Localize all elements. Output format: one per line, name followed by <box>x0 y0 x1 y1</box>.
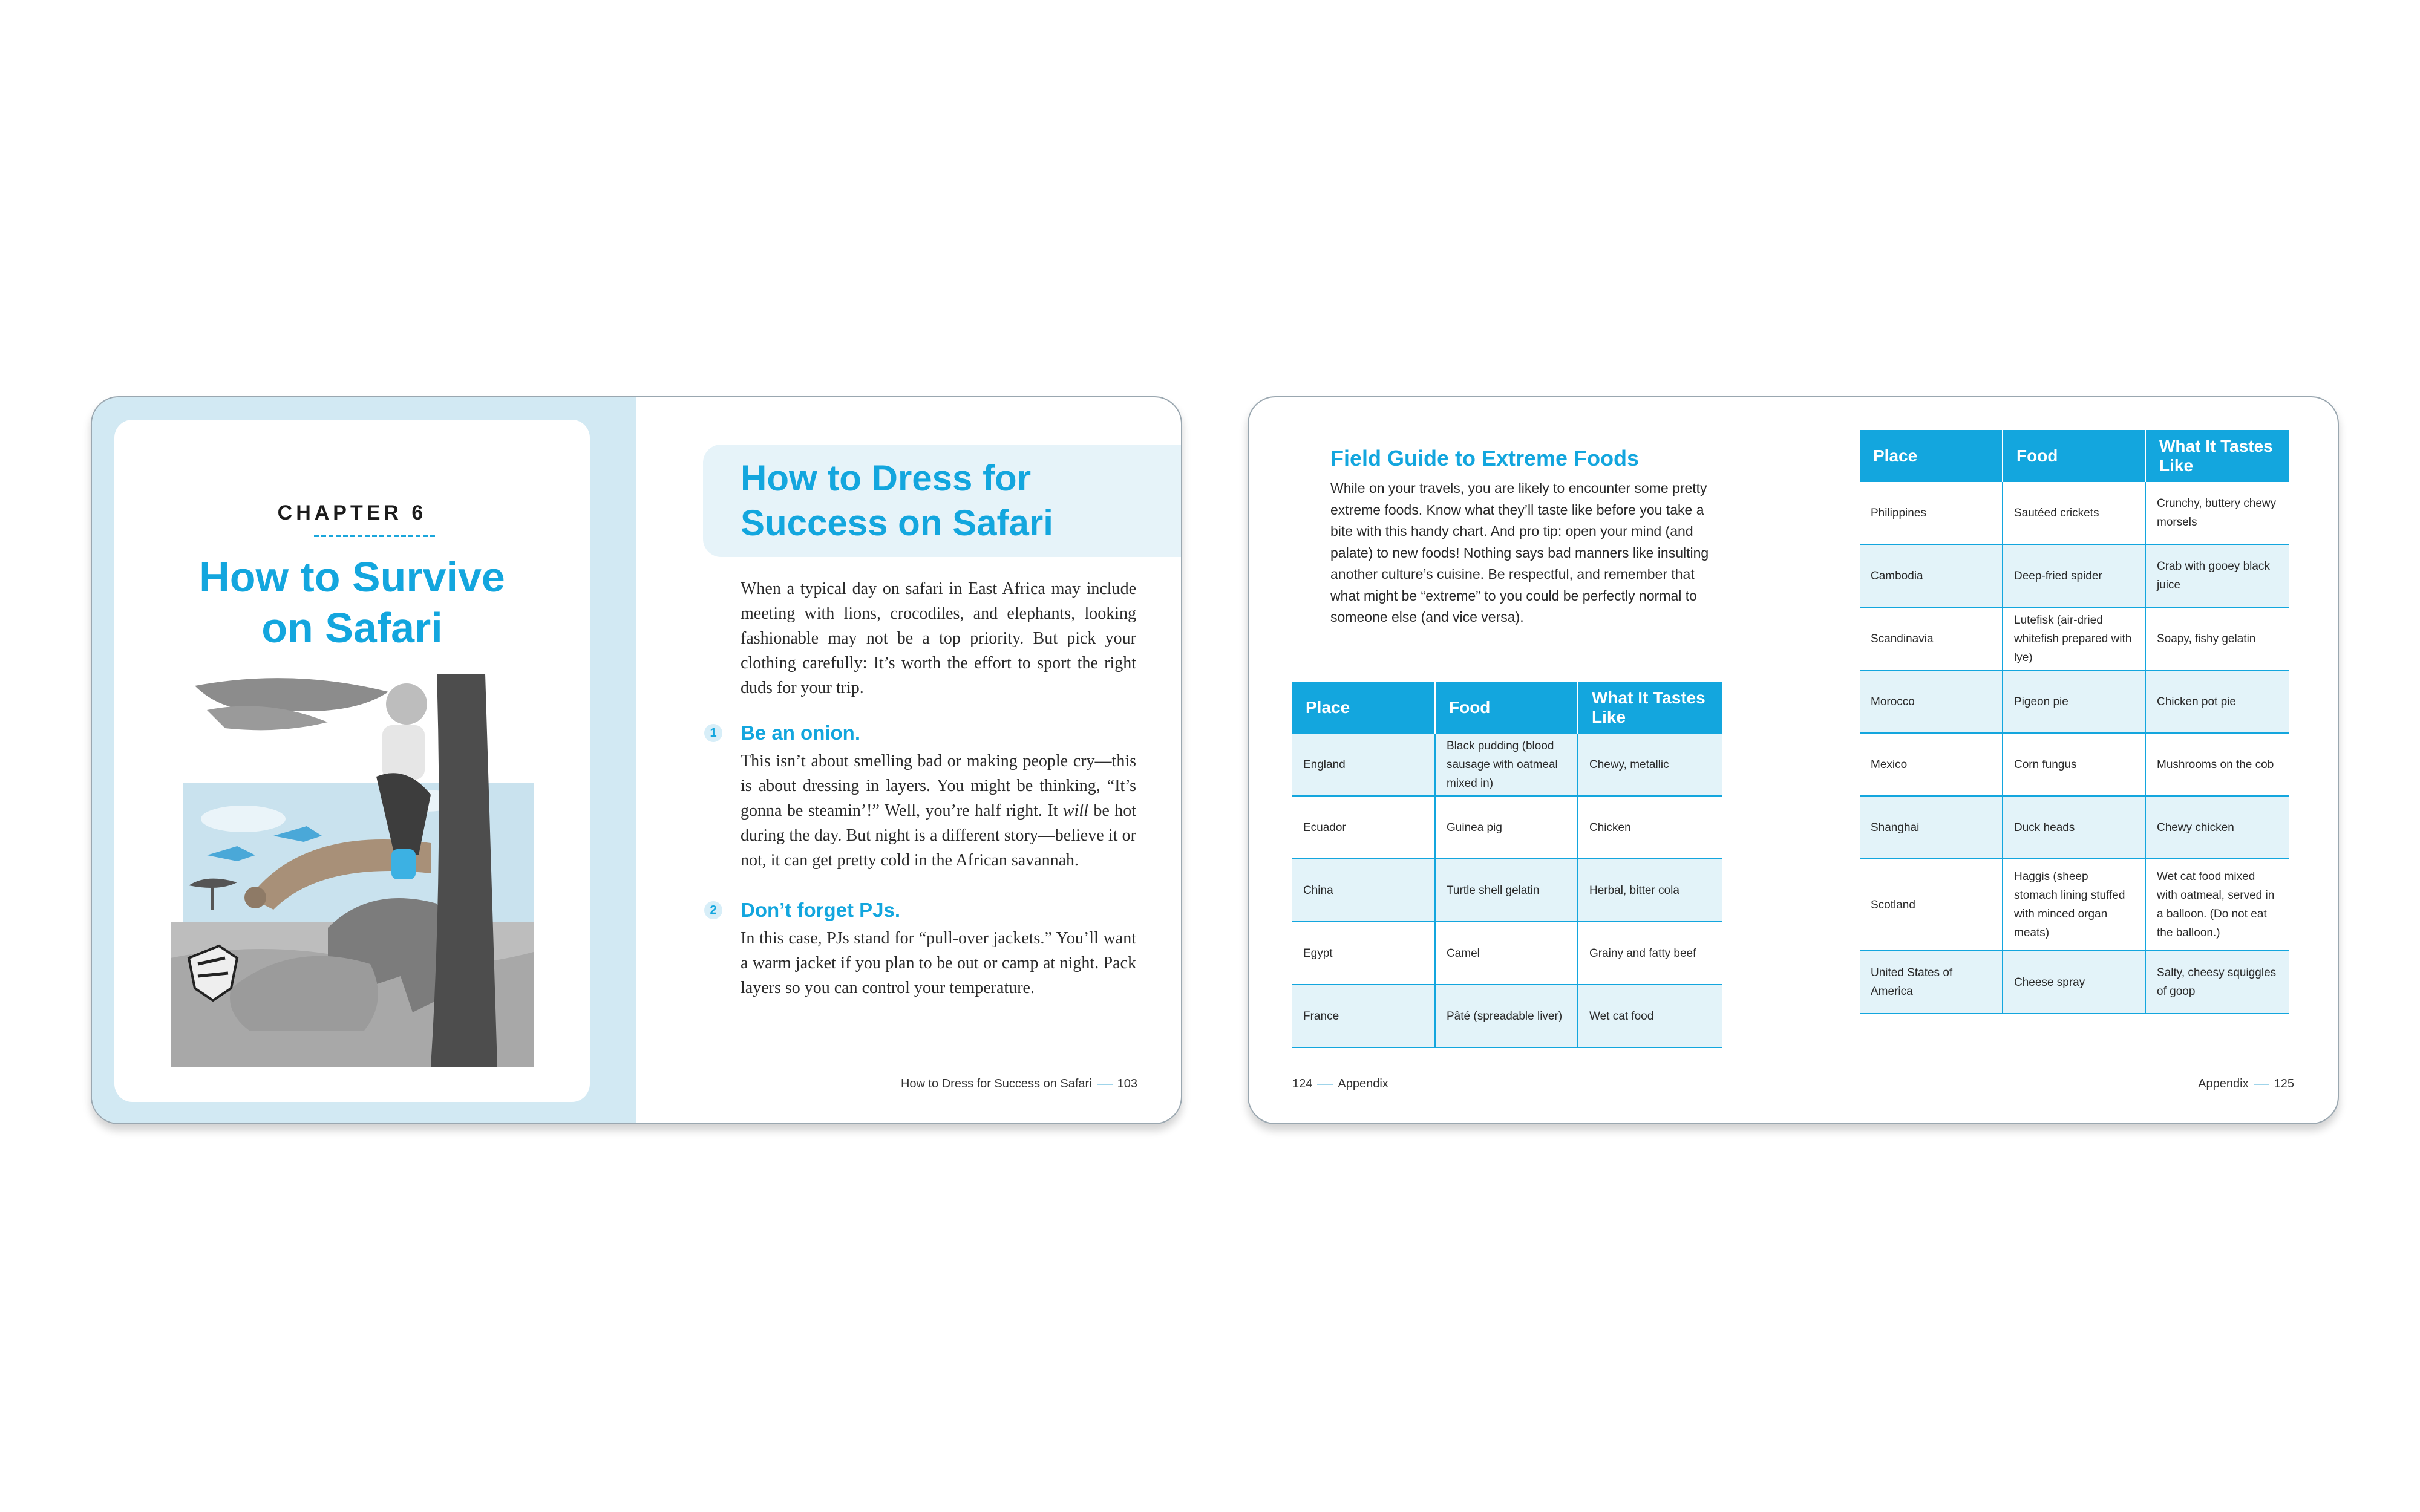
tip-body-text: This isn’t about smelling bad or making people cry—this is about dressing in layers. You might be thinking, “It’s gonna be steamin’!” Well, you’re half right. It <box>741 752 1136 820</box>
food-cell: Haggis (sheep stomach lining stuffed with minced organ meats) <box>2003 859 2145 951</box>
place-cell: France <box>1292 985 1435 1048</box>
right-book-spread <box>1248 396 2339 1124</box>
article-title <box>741 456 1176 546</box>
tip-body <box>741 749 1136 873</box>
place-cell: United States of America <box>1860 951 2003 1014</box>
tip-number-badge: 2 <box>704 901 722 919</box>
food-cell: Deep-fried spider <box>2003 544 2145 607</box>
food-cell: Black pudding (blood sausage with oatmeal mixed in) <box>1435 734 1578 796</box>
food-cell: Guinea pig <box>1435 796 1578 859</box>
article-title-line1: How to Dress for <box>741 458 1032 498</box>
left-book-spread <box>91 396 1182 1124</box>
food-cell: Pigeon pie <box>2003 670 2145 733</box>
taste-cell: Crunchy, buttery chewy morsels <box>2145 482 2289 544</box>
place-cell: China <box>1292 859 1435 922</box>
food-cell: Corn fungus <box>2003 733 2145 796</box>
column-header: Food <box>1435 682 1578 734</box>
food-cell: Sautéed crickets <box>2003 482 2145 544</box>
field-guide-title: Field Guide to Extreme Foods <box>1330 446 1640 471</box>
tip-title: Be an onion. <box>741 722 860 744</box>
page-folio <box>1292 1077 1388 1091</box>
food-cell: Lutefisk (air-dried whitefish prepared with lye) <box>2003 607 2145 670</box>
taste-cell: Chewy chicken <box>2145 796 2289 859</box>
table-row <box>1292 796 1722 859</box>
table-row <box>1860 670 2289 733</box>
food-cell: Cheese spray <box>2003 951 2145 1014</box>
food-cell: Duck heads <box>2003 796 2145 859</box>
table-row <box>1292 859 1722 922</box>
place-cell: Cambodia <box>1860 544 2003 607</box>
taste-cell: Wet cat food <box>1578 985 1722 1048</box>
taste-cell: Chicken <box>1578 796 1722 859</box>
column-header: What It Tastes Like <box>1578 682 1722 734</box>
taste-cell: Salty, cheesy squiggles of goop <box>2145 951 2289 1014</box>
folio-separator <box>1317 1084 1333 1085</box>
folio-running-head: Appendix <box>1338 1077 1388 1090</box>
tip-number-badge: 1 <box>704 724 722 742</box>
place-cell: Ecuador <box>1292 796 1435 859</box>
column-header: Food <box>2003 430 2145 482</box>
table-row <box>1860 796 2289 859</box>
taste-cell: Crab with gooey black juice <box>2145 544 2289 607</box>
cloud-shape <box>201 806 286 832</box>
extreme-foods-table <box>1292 682 1722 1048</box>
extreme-foods-table-continued <box>1860 430 2289 1014</box>
place-cell: Mexico <box>1860 733 2003 796</box>
column-header: Place <box>1292 682 1435 734</box>
table-row <box>1860 544 2289 607</box>
table-row <box>1860 733 2289 796</box>
column-header: What It Tastes Like <box>2145 430 2289 482</box>
kid-shape <box>386 683 427 725</box>
table-row <box>1860 607 2289 670</box>
chapter-title-line2: on Safari <box>261 604 443 651</box>
food-cell: Pâté (spreadable liver) <box>1435 985 1578 1048</box>
chapter-title-line1: How to Survive <box>199 553 505 601</box>
table-row <box>1860 859 2289 951</box>
page-number: 124 <box>1292 1077 1313 1090</box>
table-header-row <box>1860 430 2289 482</box>
place-cell: England <box>1292 734 1435 796</box>
chapter-divider <box>314 535 435 537</box>
taste-cell: Mushrooms on the cob <box>2145 733 2289 796</box>
taste-cell: Chewy, metallic <box>1578 734 1722 796</box>
chapter-card <box>114 420 590 1102</box>
chapter-title <box>114 552 590 653</box>
table-row <box>1860 951 2289 1014</box>
place-cell: Scotland <box>1860 859 2003 951</box>
chapter-opener-panel <box>92 397 636 1123</box>
table-row <box>1292 922 1722 985</box>
page-number: 103 <box>1117 1077 1137 1090</box>
table-row <box>1860 482 2289 544</box>
taste-cell: Herbal, bitter cola <box>1578 859 1722 922</box>
place-cell: Shanghai <box>1860 796 2003 859</box>
column-header: Place <box>1860 430 2003 482</box>
place-cell: Scandinavia <box>1860 607 2003 670</box>
chapter-label: CHAPTER 6 <box>277 501 427 524</box>
tip-body-text: be hot during the day. But night is a different story—believe it or not, it can get pretty cold in the African savannah. <box>741 801 1136 870</box>
taste-cell: Wet cat food mixed with oatmeal, served in a balloon. (Do not eat the balloon.) <box>2145 859 2289 951</box>
folio-running-head: Appendix <box>2198 1077 2249 1090</box>
tip-title: Don’t forget PJs. <box>741 899 901 921</box>
article-intro: When a typical day on safari in East Africa may include meeting with lions, crocodiles, and elephants, looking fashionable may not be a top priority. But pick your clothing carefully: It’s worth the effort to sport the right duds for your trip. <box>741 579 1136 697</box>
table-row <box>1292 734 1722 796</box>
page-folio <box>901 1077 1137 1091</box>
folio-separator <box>2254 1084 2269 1085</box>
folio-running-head: How to Dress for Success on Safari <box>900 1077 1092 1090</box>
article-title-line2: Success on Safari <box>741 503 1053 543</box>
table-row <box>1292 985 1722 1048</box>
safari-animals-illustration <box>171 674 534 1067</box>
place-cell: Egypt <box>1292 922 1435 985</box>
food-cell: Camel <box>1435 922 1578 985</box>
taste-cell: Soapy, fishy gelatin <box>2145 607 2289 670</box>
tip-body-emphasis: will <box>1062 801 1088 820</box>
tip-body: In this case, PJs stand for “pull-over jackets.” You’ll want a warm jacket if you plan to be out or camp at night. Pack layers so you can control your temperature. <box>741 929 1136 997</box>
page-number: 125 <box>2274 1077 2294 1090</box>
place-cell: Morocco <box>1860 670 2003 733</box>
place-cell: Philippines <box>1860 482 2003 544</box>
food-cell: Turtle shell gelatin <box>1435 859 1578 922</box>
field-guide-intro: While on your travels, you are likely to encounter some pretty extreme foods. Know what they’ll taste like before you take a bite with this handy chart. And pro tip: open your mind (and palate) to new foods! Nothing says bad manners like insulting another culture’s cuisine. Be respectful, and remember that what might be “extreme” to you could be perfectly normal to someone else (and vice versa). <box>1330 480 1709 625</box>
taste-cell: Chicken pot pie <box>2145 670 2289 733</box>
table-header-row <box>1292 682 1722 734</box>
folio-separator <box>1097 1084 1113 1085</box>
taste-cell: Grainy and fatty beef <box>1578 922 1722 985</box>
page-folio <box>2198 1077 2294 1091</box>
